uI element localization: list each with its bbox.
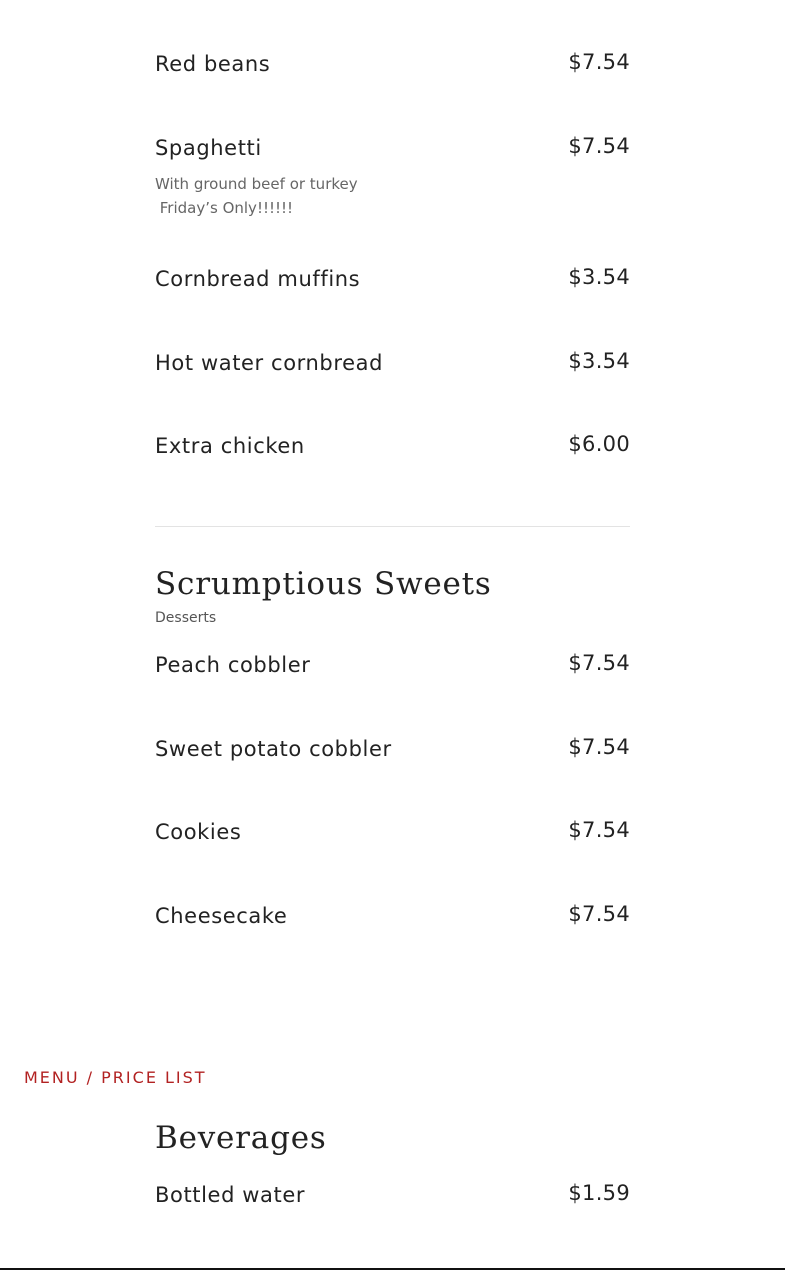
menu-item-price: $7.54: [568, 651, 630, 675]
menu-item-name: Cheesecake: [155, 904, 288, 928]
menu-item-name: Peach cobbler: [155, 653, 311, 677]
menu-price-list-label: MENU / PRICE LIST: [24, 1068, 207, 1087]
menu-item-price: $7.54: [568, 902, 630, 926]
menu-item-price: $3.54: [568, 265, 630, 289]
menu-item-description: With ground beef or turkey Friday’s Only!!!!!!: [155, 175, 358, 217]
menu-item-price: $7.54: [568, 818, 630, 842]
menu-item-price: $1.59: [568, 1181, 630, 1205]
menu-item-price: $3.54: [568, 349, 630, 373]
menu-item-name: Hot water cornbread: [155, 351, 384, 375]
menu-item-name: Cookies: [155, 820, 242, 844]
menu-item-name: Sweet potato cobbler: [155, 737, 392, 761]
menu-item-price: $7.54: [568, 50, 630, 74]
menu-item-price: $7.54: [568, 735, 630, 759]
menu-item-name: Bottled water: [155, 1183, 306, 1207]
menu-item-name: Extra chicken: [155, 434, 305, 458]
menu-item-name: Red beans: [155, 52, 271, 76]
section-title-sweets: Scrumptious Sweets: [155, 566, 492, 602]
menu-item-name: Cornbread muffins: [155, 267, 361, 291]
section-subtitle-desserts: Desserts: [155, 610, 217, 626]
menu-item-price: $7.54: [568, 134, 630, 158]
menu-item-name: Spaghetti: [155, 136, 262, 160]
section-title-beverages: Beverages: [155, 1120, 327, 1156]
section-divider: [155, 526, 630, 527]
menu-item-price: $6.00: [568, 432, 630, 456]
